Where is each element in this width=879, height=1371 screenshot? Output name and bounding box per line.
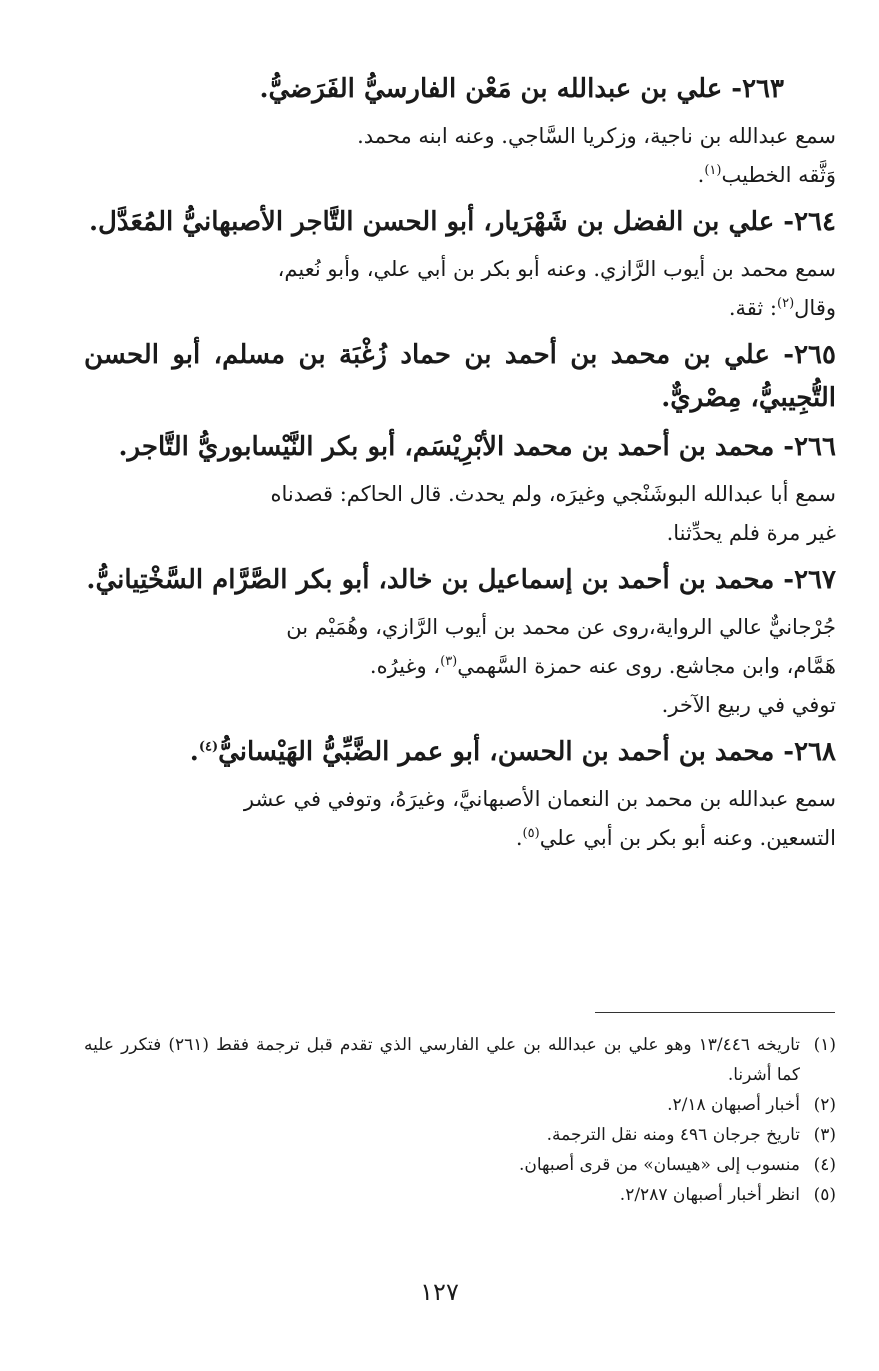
text-line	[84, 819, 836, 858]
footnote-item	[84, 1180, 836, 1210]
text-segment: .	[697, 163, 705, 187]
entry-text	[84, 780, 836, 858]
footnote-text: منسوب إلى «هيسان» من قرى أصبهان.	[518, 1155, 800, 1175]
text-segment: هَمَّام، وابن مجاشع. روى عنه حمزة السَّهمي	[457, 654, 836, 678]
footnote-text: تاريخه ١٣/٤٤٦ وهو علي بن عبدالله بن علي الفارسي الذي تقدم قبل ترجمة فقط (٢٦١) فتكرر عليه كما أشرنا.	[84, 1035, 800, 1085]
footnote-ref[interactable]: (١)	[704, 163, 722, 178]
text-line: توفي في ربيع الآخر.	[661, 693, 836, 717]
footnote-mark: (٢)	[813, 1095, 836, 1115]
footnote-text: أخبار أصبهان ٢/١٨.	[667, 1095, 800, 1115]
text-line: غير مرة فلم يحدِّثنا.	[666, 521, 836, 545]
page-number: ١٢٧	[420, 1278, 459, 1306]
text-line	[84, 647, 836, 686]
entry-heading: ٢٦٧- محمد بن أحمد بن إسماعيل بن خالد، أبو بكر الصَّرَّام السَّخْتِيانيُّ.	[86, 565, 836, 595]
entry-heading: ٢٦٣- علي بن عبدالله بن مَعْن الفارسيُّ الفَرَضيُّ.	[259, 74, 784, 104]
entry-heading: ٢٦٥- علي بن محمد بن أحمد بن حماد زُغْبَة بن مسلم، أبو الحسن التُّجِيبيُّ، مِصْريٌّ.	[84, 340, 836, 413]
footnote-mark: (٣)	[813, 1125, 836, 1145]
text-line: جُرْجانيٌّ عالي الرواية،روى عن محمد بن أيوب الرَّازي، وهُمَيْم بن	[286, 615, 836, 639]
text-line: سمع عبدالله بن محمد بن النعمان الأصبهانيَّ، وغيرَهُ، وتوفي في عشر	[243, 787, 836, 811]
text-line: سمع أبا عبدالله البوشَنْجي وغيرَه، ولم يحدث. قال الحاكم: قصدناه	[270, 482, 836, 506]
footnote-item	[84, 1030, 836, 1090]
footnote-ref[interactable]: (٤)	[198, 739, 219, 755]
footnote-mark: (٥)	[813, 1185, 836, 1205]
heading-text: ٢٦٨- محمد بن أحمد بن الحسن، أبو عمر الضَّبِّيُّ الهَيْسانيُّ	[218, 737, 836, 767]
page-body	[84, 68, 836, 864]
heading-tail: .	[189, 737, 199, 767]
entry-263	[84, 68, 836, 195]
footnote-text: انظر أخبار أصبهان ٢/٢٨٧.	[619, 1185, 800, 1205]
footnotes	[84, 1030, 836, 1210]
entry-heading: ٢٦٤- علي بن الفضل بن شَهْرَيار، أبو الحسن التَّاجر الأصبهانيُّ المُعَدَّل.	[88, 207, 836, 237]
entry-267	[84, 559, 836, 725]
entry-265	[84, 334, 836, 420]
footnote-item	[84, 1090, 836, 1120]
text-line: سمع عبدالله بن ناجية، وزكريا السَّاجي. وعنه ابنه محمد.	[357, 124, 836, 148]
text-segment: : ثقة.	[728, 296, 778, 320]
entry-heading	[84, 731, 836, 774]
text-segment: ، وغيرُه.	[369, 654, 441, 678]
footnote-ref[interactable]: (٢)	[777, 296, 795, 311]
footnote-mark: (١)	[813, 1035, 836, 1055]
footnote-text: تاريخ جرجان ٤٩٦ ومنه نقل الترجمة.	[546, 1125, 800, 1145]
text-segment: .	[515, 826, 523, 850]
entry-text	[84, 475, 836, 553]
footnote-item	[84, 1150, 836, 1180]
entry-text	[84, 608, 836, 725]
footnote-ref[interactable]: (٥)	[522, 826, 540, 841]
footnote-item	[84, 1120, 836, 1150]
footnote-mark: (٤)	[813, 1155, 836, 1175]
entry-heading: ٢٦٦- محمد بن أحمد بن محمد الأبْرِيْسَم، أبو بكر النَّيْسابوريُّ التَّاجر.	[118, 432, 836, 462]
text-segment: وَثَّقه الخطيب	[721, 163, 836, 187]
text-line	[84, 156, 836, 195]
footnote-divider	[595, 1012, 835, 1013]
entry-264	[84, 201, 836, 328]
entry-text	[84, 117, 836, 195]
entry-266	[84, 426, 836, 553]
text-line	[84, 289, 836, 328]
text-segment: وقال	[794, 296, 836, 320]
footnote-ref[interactable]: (٣)	[440, 654, 458, 669]
text-segment: التسعين. وعنه أبو بكر بن أبي علي	[539, 826, 836, 850]
text-line: سمع محمد بن أيوب الرَّازي. وعنه أبو بكر بن أبي علي، وأبو نُعيم،	[277, 257, 836, 281]
entry-268	[84, 731, 836, 858]
entry-text	[84, 250, 836, 328]
